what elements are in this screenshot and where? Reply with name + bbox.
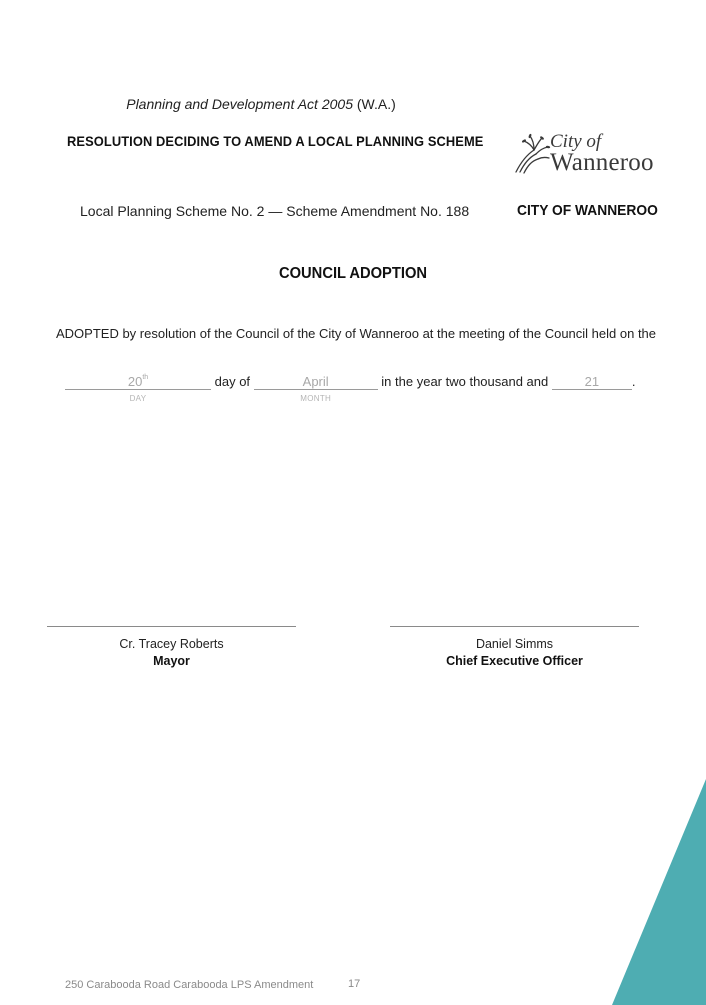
- mayor-role: Mayor: [153, 654, 190, 668]
- mayor-name: Cr. Tracey Roberts: [119, 637, 224, 651]
- month-label: MONTH: [300, 394, 332, 403]
- ceo-role: Chief Executive Officer: [446, 654, 583, 668]
- act-title-line: [0, 96, 522, 112]
- day-suffix: th: [142, 374, 149, 381]
- ceo-signature-line: [390, 626, 639, 627]
- ceo-name: Daniel Simms: [475, 637, 554, 651]
- city-name: CITY OF WANNEROO: [517, 202, 658, 219]
- day-label: DAY: [129, 394, 147, 403]
- corner-triangle-shape: [612, 779, 706, 1005]
- day-blank: [65, 374, 211, 403]
- act-title: Planning and Development Act 2005: [126, 96, 353, 112]
- decorative-corner-triangle: [612, 779, 706, 1005]
- resolution-heading: RESOLUTION DECIDING TO AMEND A LOCAL PLANNING SCHEME: [67, 133, 484, 149]
- footer-page-number: 17: [348, 978, 361, 990]
- day-of-text: day of: [214, 374, 251, 389]
- month-blank: [254, 374, 378, 403]
- section-title: COUNCIL ADOPTION: [278, 265, 428, 282]
- year-blank: [552, 374, 632, 390]
- mayor-signature-line: [47, 626, 296, 627]
- footer-document-title: 250 Carabooda Road Carabooda LPS Amendment: [65, 979, 314, 991]
- adoption-date-line: [65, 374, 636, 403]
- month-value: April: [302, 374, 329, 389]
- day-value: 20: [127, 374, 143, 389]
- scheme-amendment-line: Local Planning Scheme No. 2 — Scheme Amendment No. 188: [80, 203, 470, 219]
- year-text: in the year two thousand and: [381, 374, 549, 389]
- logo-text-wanneroo: Wanneroo: [550, 149, 654, 176]
- act-suffix: (W.A.): [356, 96, 396, 112]
- adopted-statement: ADOPTED by resolution of the Council of the City of Wanneroo at the meeting of the Council held on the: [56, 326, 657, 341]
- logo-text-city-of: City of: [550, 131, 602, 152]
- year-value: 21: [584, 374, 600, 389]
- date-end-punct: .: [631, 374, 636, 389]
